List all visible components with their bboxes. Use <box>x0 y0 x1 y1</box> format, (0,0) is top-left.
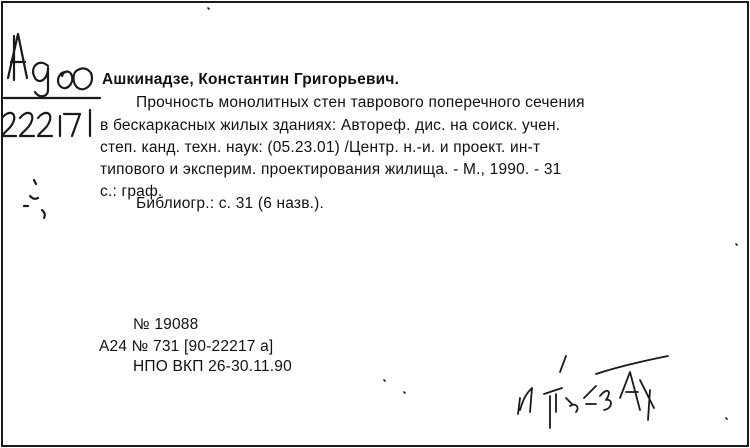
registry-nlo-line: НПО ВКП 26-30.11.90 <box>133 358 292 375</box>
record-text-line-5: с.: граф. <box>100 183 163 200</box>
record-text-line-3: степ. канд. техн. наук: (05.23.01) /Центр. н.-и. и проект. ин-т <box>100 139 541 156</box>
registry-class-line: А24 № 731 [90-22217 а] <box>99 338 274 355</box>
handwritten-scribble-left <box>24 180 45 218</box>
handwritten-shelfmark-ago <box>4 34 100 98</box>
handwritten-signature <box>518 356 668 428</box>
record-author: Ашкинадзе, Константин Григорьевич. <box>102 71 400 88</box>
handwritten-shelfmark-22217 <box>2 110 90 136</box>
record-bibliography: Библиогр.: с. 31 (6 назв.). <box>136 195 325 212</box>
record-text-line-4: типового и эксперим. проектирования жилища. - М., 1990. - 31 <box>100 161 562 178</box>
registry-number: № 19088 <box>133 316 199 333</box>
record-text-line-2: в бескаркасных жилых зданиях: Автореф. дис. на соиск. учен. <box>100 117 561 134</box>
record-title-line-1: Прочность монолитных стен таврового поперечного сечения <box>136 94 585 111</box>
